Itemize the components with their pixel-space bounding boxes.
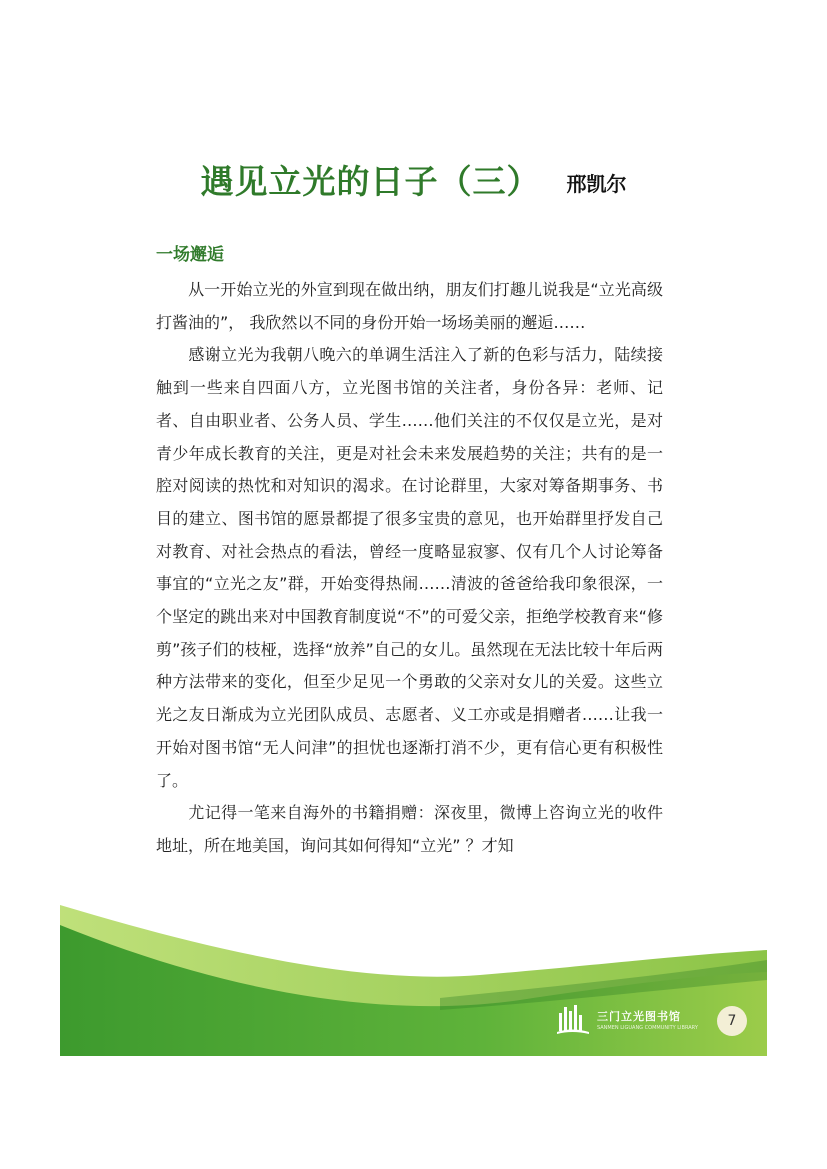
article-title: 遇见立光的日子（三） — [200, 162, 541, 201]
paragraph — [156, 797, 663, 862]
article-author: 邢凯尔 — [566, 172, 627, 196]
paragraph-text: 从一开始立光的外宣到现在做出纳，朋友们打趣儿说我是“立光高级打酱油的”， 我欣然以不同的身份开始一场场美丽的邂逅…… — [156, 280, 663, 332]
paragraph-text: 尤记得一笔来自海外的书籍捐赠：深夜里，微博上咨询立光的收件地址，所在地美国，询问其如何得知“立光” ？才知 — [156, 803, 663, 855]
paragraph-text: 感谢立光为我朝八晚六的单调生活注入了新的色彩与活力，陆续接触到一些来自四面八方，立光图书馆的关注者，身份各异：老师、记者、自由职业者、公务人员、学生……他们关注的不仅仅是立光，是对青少年成长教育的关注，更是对社会未来发展趋势的关注；共有的是一腔对阅读的热忱和对知识的渴求。在讨论群里，大家对筹备期事务、书目的建立、图书馆的愿景都提了很多宝贵的意见，也开始群里抒发自己对教育、对社会热点的看法，曾经一度略显寂寥、仅有几个人讨论筹备事宜的“立光之友”群，开始变得热闹……清波的爸爸给我印象很深，一个坚定的跳出来对中国教育制度说“不”的可爱父亲，拒绝学校教育来“修剪”孩子们的枝桠，选择“放养”自己的女儿。虽然现在无法比较十年后两种方法带来的变化，但至少足见一个勇敢的父亲对女儿的关爱。这些立光之友日渐成为立光团队成员、志愿者、义工亦或是捐赠者……让我一开始对图书馆“无人问津”的担忧也逐渐打消不少，更有信心更有积极性了。 — [156, 345, 663, 790]
section-heading: 一场邂逅 — [156, 245, 224, 265]
paragraph — [156, 339, 663, 797]
library-logo-name: 三门立光图书馆 — [597, 1010, 681, 1023]
paragraph — [156, 274, 663, 339]
page-number: 7 — [717, 1006, 747, 1036]
library-logo-subtitle: SANMEN LIGUANG COMMUNITY LIBRARY — [597, 1025, 698, 1031]
article-body — [156, 274, 663, 863]
article-title-line — [0, 156, 827, 203]
